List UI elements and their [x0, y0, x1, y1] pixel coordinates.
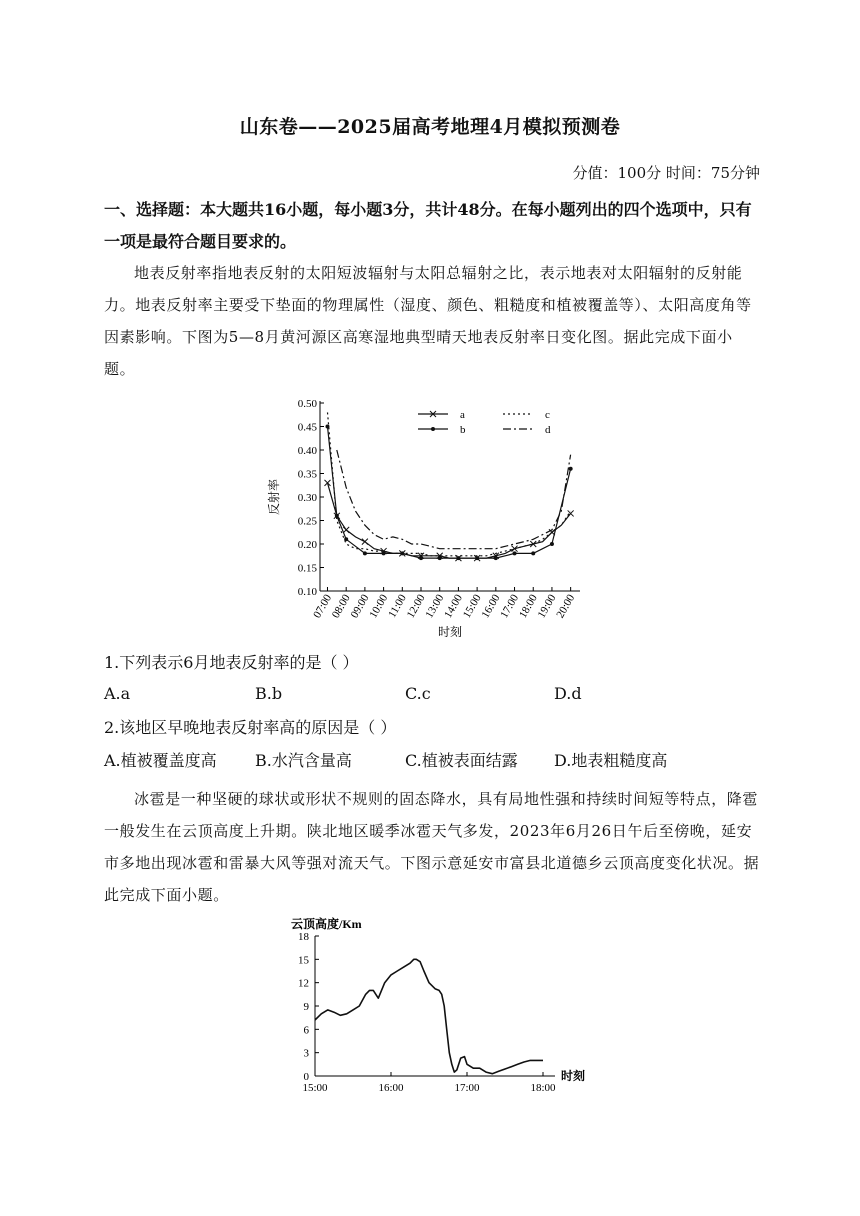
legend-marker-b — [431, 427, 435, 431]
series-b-point — [419, 556, 423, 560]
y-tick-label: 0.45 — [297, 421, 317, 434]
score-time-info: 分值：100分 时间：75分钟 — [572, 164, 760, 182]
series-d-line — [337, 450, 571, 549]
y-tick-label: 3 — [303, 1047, 309, 1060]
page-title: 山东卷——2025届高考地理4月模拟预测卷 — [239, 116, 621, 138]
y-tick-label: 15 — [298, 954, 309, 967]
y-tick-label: 0.20 — [297, 539, 317, 551]
legend-label-a: a — [460, 409, 465, 421]
cloud-top-chart — [285, 914, 585, 1100]
series-b-point — [475, 556, 479, 560]
x-tick-label: 10:00 — [367, 592, 391, 621]
q2-option-a[interactable]: A.植被覆盖度高 — [104, 751, 217, 770]
legend-label-b: b — [460, 424, 466, 436]
y-tick-label: 0 — [303, 1071, 309, 1083]
y-tick-label: 6 — [303, 1024, 309, 1037]
x-tick-label: 14:00 — [442, 592, 466, 621]
series-b-point — [531, 551, 535, 555]
albedo-chart-axes — [266, 398, 580, 639]
x-tick-label: 15:00 — [460, 592, 484, 621]
series-b-point — [456, 556, 460, 560]
question-1-stem: 1.下列表示6月地表反射率的是（ ） — [104, 653, 359, 672]
q1-option-d[interactable]: D.d — [554, 684, 582, 703]
q2-option-d[interactable]: D.地表粗糙度高 — [554, 751, 668, 770]
section-heading: 一、选择题：本大题共16小题，每小题3分，共计48分。在每小题列出的四个选项中，只有一项是最符合题目要求的。 — [104, 200, 752, 251]
question-2-stem: 2.该地区早晚地表反射率高的原因是（ ） — [104, 718, 397, 737]
x-tick-label: 20:00 — [554, 592, 578, 621]
x-tick-label: 15:00 — [302, 1082, 328, 1094]
q1-option-a[interactable]: A.a — [104, 684, 131, 703]
series-c-line — [328, 412, 571, 555]
x-tick-label: 18:00 — [516, 592, 540, 621]
y-tick-label: 0.40 — [297, 445, 317, 457]
series-a-point — [362, 539, 368, 545]
y-axis-label: 云顶高度/Km — [291, 917, 362, 931]
passage-2: 冰雹是一种坚硬的球状或形状不规则的固态降水，具有局地性强和持续时间短等特点，降雹一般发生在云顶高度上升期。陕北地区暖季冰雹天气多发，2023年6月26日午后至傍晚，延安市多地出现冰雹和雷暴大风等强对流天气。下图示意延安市富县北道德乡云顶高度变化状况。据此完成下面小题。 — [104, 790, 760, 904]
y-tick-label: 0.25 — [297, 515, 317, 528]
series-b-point — [550, 542, 554, 546]
x-tick-label: 16:00 — [378, 1082, 404, 1094]
y-tick-label: 0.35 — [297, 468, 317, 481]
series-a-point — [343, 527, 349, 533]
legend-label-c: c — [545, 409, 550, 421]
legend-label-d: d — [545, 424, 551, 436]
y-tick-label: 9 — [303, 1001, 309, 1013]
series-a-line — [328, 483, 571, 558]
series-b-point — [569, 467, 573, 471]
q1-option-b[interactable]: B.b — [255, 684, 283, 703]
x-tick-label: 12:00 — [404, 592, 428, 621]
x-tick-label: 17:00 — [454, 1082, 480, 1094]
x-tick-label: 07:00 — [311, 592, 335, 621]
x-tick-label: 19:00 — [535, 592, 559, 621]
q1-option-c[interactable]: C.c — [405, 684, 431, 703]
y-axis-label: 反射率 — [267, 478, 281, 516]
y-tick-label: 0.30 — [297, 492, 317, 504]
cloud-top-line — [315, 959, 543, 1073]
y-tick-label: 18 — [298, 931, 309, 943]
cloud-top-chart-series — [315, 959, 543, 1073]
y-tick-label: 0.15 — [297, 562, 317, 575]
albedo-chart-series — [324, 412, 573, 561]
series-b-point — [382, 551, 386, 555]
passage-1: 地表反射率指地表反射的太阳短波辐射与太阳总辐射之比，表示地表对太阳辐射的反射能力。地表反射率主要受下垫面的物理属性（湿度、颜色、粗糙度和植被覆盖等）、太阳高度角等因素影响。下图为5—8月黄河源区高寒湿地典型晴天地表反射率日变化图。据此完成下面小题。 — [104, 264, 752, 378]
x-tick-label: 11:00 — [386, 592, 409, 620]
y-tick-label: 0.50 — [297, 398, 317, 410]
x-tick-label: 08:00 — [329, 592, 353, 621]
x-tick-label: 18:00 — [530, 1082, 556, 1094]
x-tick-label: 13:00 — [423, 592, 447, 621]
series-b-point — [363, 551, 367, 555]
albedo-chart-legend — [418, 409, 551, 436]
q2-option-b[interactable]: B.水汽含量高 — [255, 751, 352, 770]
q2-option-c[interactable]: C.植被表面结露 — [405, 751, 518, 770]
x-tick-label: 16:00 — [479, 592, 503, 621]
series-b-point — [438, 556, 442, 560]
series-a-point — [568, 510, 574, 516]
series-b-point — [494, 556, 498, 560]
cloud-top-chart-axes — [291, 916, 585, 1094]
x-tick-label: 09:00 — [348, 592, 372, 621]
series-b-point — [513, 551, 517, 555]
y-tick-label: 12 — [298, 977, 309, 990]
x-axis-label: 时刻 — [561, 1069, 585, 1083]
albedo-chart — [258, 392, 598, 640]
y-tick-label: 0.10 — [297, 586, 317, 598]
x-axis-label: 时刻 — [437, 625, 463, 639]
x-tick-label: 17:00 — [498, 592, 522, 621]
